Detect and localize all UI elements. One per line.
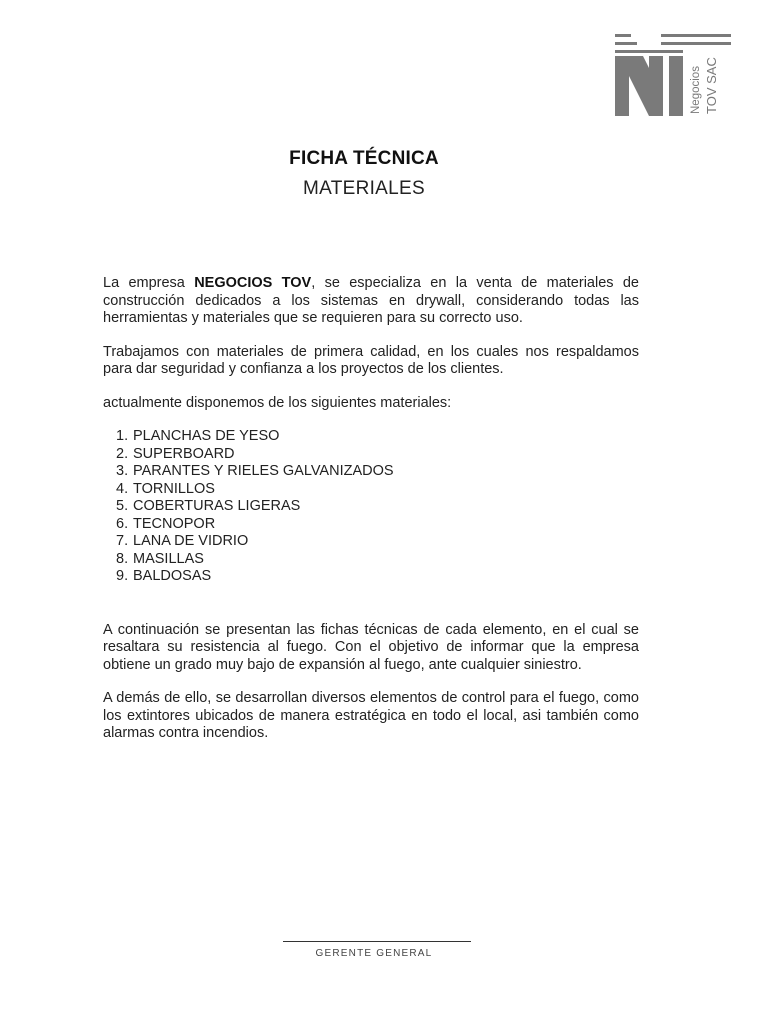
list-item-label: LANA DE VIDRIO bbox=[133, 533, 249, 549]
signature-block bbox=[283, 941, 471, 959]
list-number: 9. bbox=[116, 568, 129, 584]
list-number: 4. bbox=[116, 480, 129, 497]
list-item bbox=[116, 533, 639, 551]
signature-label: GERENTE GENERAL bbox=[315, 948, 433, 959]
list-number: 2. bbox=[116, 445, 129, 462]
list-item bbox=[116, 515, 639, 534]
list-item-label: COBERTURAS LIGERAS bbox=[133, 498, 301, 514]
list-intro: actualmente disponemos de los siguientes materiales: bbox=[103, 394, 452, 411]
list-number: 6. bbox=[116, 515, 129, 532]
company-name: NEGOCIOS TOV bbox=[194, 275, 312, 291]
list-item-label: PLANCHAS DE YESO bbox=[133, 428, 280, 444]
fire-control-paragraph: A demás de ello, se desarrollan diversos elementos de control para el fuego, como los extintores ubicados de manera estratégica en todo el local, asi también como alarmas contra incendios. bbox=[103, 690, 639, 741]
fire-resistance-paragraph: A continuación se presentan las fichas técnicas de cada elemento, en el cual se resaltara su resistencia al fuego. Con el objetivo de informar que la empresa obtiene un grado muy bajo de expansión al fuego, ante cualquier siniestro. bbox=[103, 621, 639, 673]
page-title: FICHA TÉCNICA bbox=[289, 148, 439, 169]
company-logo bbox=[613, 34, 733, 118]
quality-paragraph: Trabajamos con materiales de primera calidad, en los cuales nos respaldamos para dar seguridad y confianza a los proyectos de los clientes. bbox=[103, 343, 639, 377]
list-item-label: TORNILLOS bbox=[133, 480, 215, 497]
intro-paragraph bbox=[103, 275, 639, 328]
signature-line bbox=[283, 941, 471, 942]
list-item bbox=[116, 498, 639, 516]
document-body bbox=[103, 275, 639, 759]
list-item bbox=[116, 428, 639, 446]
list-number: 1. bbox=[116, 428, 129, 444]
list-item bbox=[116, 550, 639, 569]
list-item-label: BALDOSAS bbox=[133, 568, 212, 584]
intro-suffix: , se especializa en la venta de materiales de construcción dedicados a los sistemas en drywall, considerando todas las herramientas y materiales que se requieren para su correcto uso. bbox=[103, 275, 639, 326]
materials-list bbox=[103, 428, 639, 586]
list-item bbox=[116, 445, 639, 464]
list-number: 3. bbox=[116, 463, 129, 479]
list-item bbox=[116, 568, 639, 586]
list-number: 7. bbox=[116, 533, 129, 549]
list-item-label: MASILLAS bbox=[133, 550, 204, 567]
page-subtitle: MATERIALES bbox=[303, 178, 425, 199]
list-item-label: TECNOPOR bbox=[133, 515, 216, 532]
logo-text-negocios: Negocios bbox=[690, 66, 702, 114]
list-item-label: SUPERBOARD bbox=[133, 445, 235, 462]
list-item-label: PARANTES Y RIELES GALVANIZADOS bbox=[133, 463, 394, 479]
nt-logo-icon bbox=[613, 34, 733, 118]
list-number: 8. bbox=[116, 550, 129, 567]
intro-prefix: La empresa bbox=[103, 275, 195, 291]
list-item bbox=[116, 480, 639, 499]
logo-text-tov-sac: TOV SAC bbox=[704, 57, 719, 114]
list-number: 5. bbox=[116, 498, 129, 514]
title-block bbox=[0, 148, 728, 200]
list-item bbox=[116, 463, 639, 481]
